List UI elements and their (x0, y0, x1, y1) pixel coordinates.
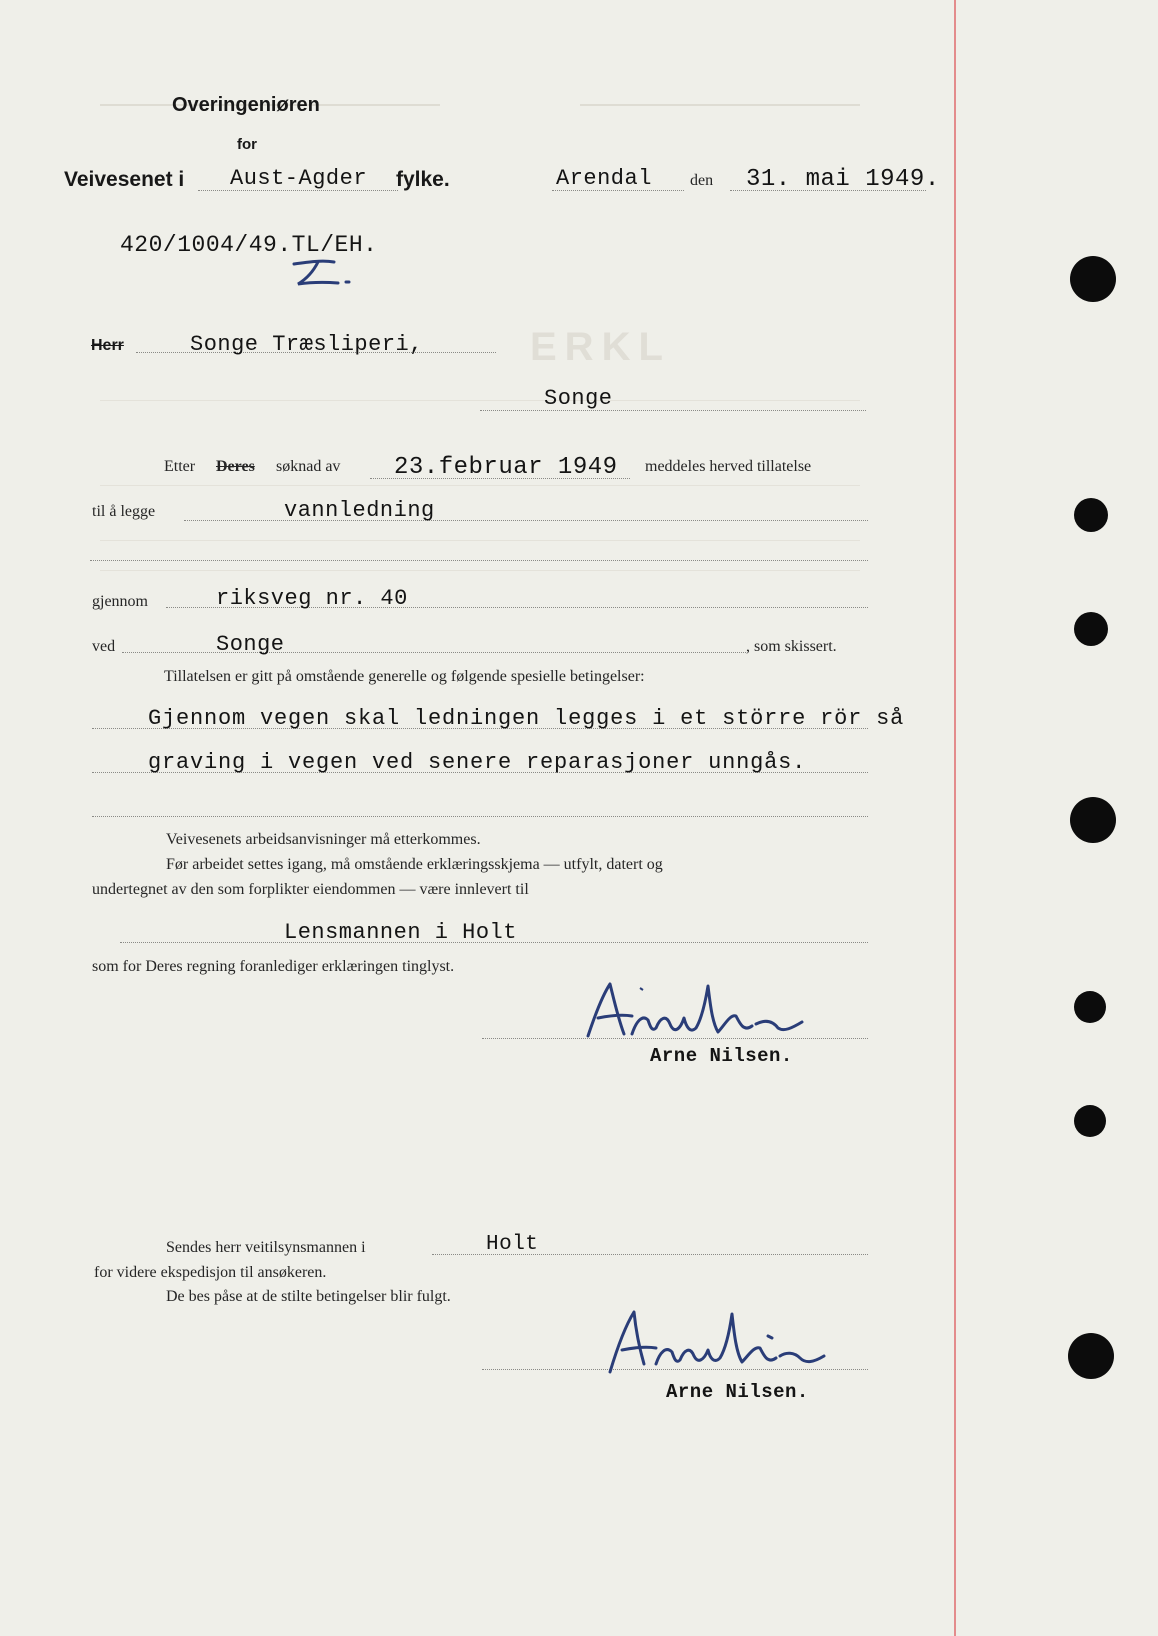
videre-line: for videre ekspedisjon til ansøkeren. (94, 1264, 327, 1281)
road-name: riksveg nr. 40 (216, 586, 408, 611)
reference-number: 420/1004/49.TL/EH. (120, 232, 378, 258)
footer-signer-name: Arne Nilsen. (666, 1381, 809, 1403)
handwritten-signature (600, 1306, 830, 1382)
county-suffix: fylke. (396, 168, 450, 191)
til-a-legge-label: til å legge (92, 503, 156, 520)
recipient-location: Songe (544, 386, 613, 411)
reverse-side-show-through: ERKL (100, 100, 860, 800)
district-name: Holt (486, 1233, 539, 1256)
som-skissert-label: , som skissert. (746, 638, 837, 655)
condition-line-2: graving i vegen ved senere reparasjoner unngås. (148, 750, 807, 775)
work-description: vannledning (284, 498, 435, 523)
deres-text: Deres (216, 458, 255, 475)
condition-line-1: Gjennom vegen skal ledningen legges i et större rör så (148, 706, 905, 731)
county-name: Aust-Agder (230, 166, 368, 191)
punch-hole (1068, 1333, 1114, 1379)
instruction-line-3: undertegnet av den som forplikter eiendommen — være innlevert til (92, 881, 529, 898)
punch-hole (1070, 256, 1116, 302)
site-name: Songe (216, 632, 285, 657)
gjennom-label: gjennom (92, 593, 148, 610)
for-label: for (237, 136, 257, 153)
authority-name: Lensmannen i Holt (284, 920, 517, 945)
letter-date: 31. mai 1949. (746, 166, 940, 193)
punch-hole (1074, 498, 1108, 532)
instruction-line-4: som for Deres regning foranlediger erklæringen tinglyst. (92, 958, 455, 975)
den-label: den (690, 172, 714, 189)
recipient-name: Songe Træsliperi, (190, 332, 423, 357)
application-date: 23.februar 1949 (394, 454, 618, 481)
soknad-av-label: søknad av (276, 458, 341, 475)
conditions-intro: Tillatelsen er gitt på omstående generelle og følgende spesielle betingelser: (164, 668, 645, 685)
red-margin-rule (954, 0, 956, 1636)
instruction-line-2: Før arbeidet settes igang, må omstående erklæringsskjema — utfylt, datert og (166, 856, 663, 873)
etter-label: Etter (164, 458, 196, 475)
punch-hole (1070, 797, 1116, 843)
deres-label (216, 458, 255, 476)
signer-name: Arne Nilsen. (650, 1045, 793, 1067)
instruction-line-1: Veivesenets arbeidsanvisninger må etterkommes. (166, 831, 481, 848)
punch-hole (1074, 991, 1106, 1023)
meddeles-label: meddeles herved tillatelse (645, 458, 812, 475)
handwritten-signature (580, 978, 810, 1048)
bes-line: De bes påse at de stilte betingelser blir fulgt. (166, 1288, 451, 1305)
place-name: Arendal (556, 166, 652, 191)
punch-hole (1074, 1105, 1106, 1137)
punch-hole (1074, 612, 1108, 646)
salutation-text: Herr (91, 337, 124, 354)
office-title: Overingeniøren (172, 94, 320, 116)
sendes-label: Sendes herr veitilsynsmannen i (166, 1239, 366, 1256)
ved-label: ved (92, 638, 116, 655)
salutation (91, 337, 124, 355)
agency-prefix: Veivesenet i (64, 168, 185, 191)
reference-initial-mark (288, 256, 358, 290)
